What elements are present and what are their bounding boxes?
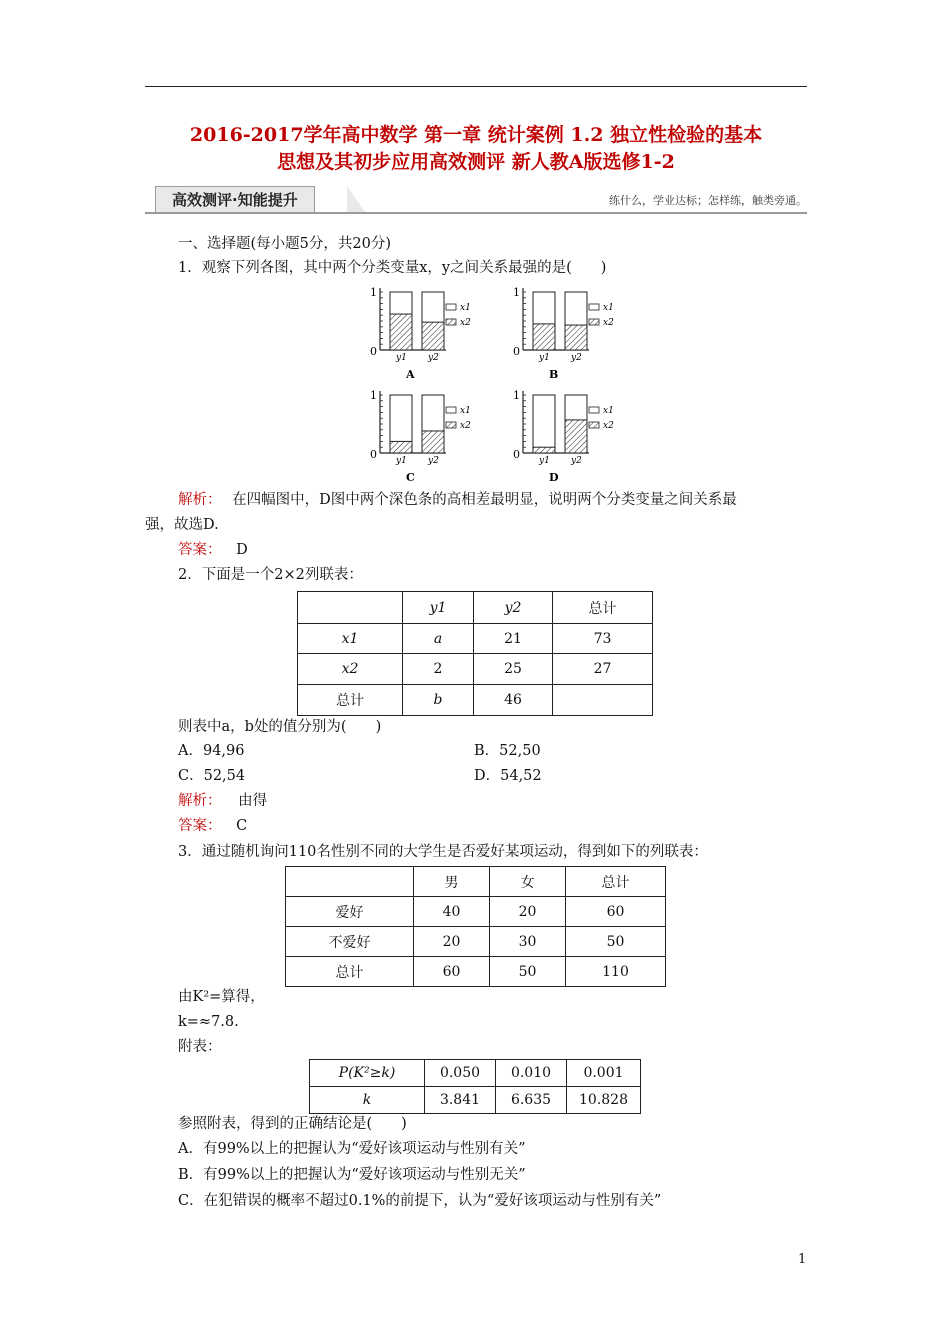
q2-question: 则表中a，b处的值分别为( ) bbox=[178, 719, 382, 735]
q3-table bbox=[285, 866, 666, 987]
bar-1-frame bbox=[533, 395, 555, 453]
q1-analysis-label: 解析： bbox=[178, 492, 222, 508]
q2-cell: 21 bbox=[474, 624, 553, 654]
bar-label: y2 bbox=[571, 353, 582, 363]
q2-cell: 总计 bbox=[553, 592, 653, 624]
table-row bbox=[286, 897, 666, 927]
legend-x1-swatch bbox=[589, 304, 599, 310]
q1-figure bbox=[360, 282, 630, 492]
q2-table bbox=[297, 591, 653, 716]
banner-slant bbox=[347, 186, 365, 212]
table-row bbox=[286, 927, 666, 957]
bar-label: y1 bbox=[396, 353, 407, 363]
appendix-cell: 0.050 bbox=[425, 1060, 496, 1087]
q3-cell: 40 bbox=[414, 897, 490, 927]
title-line-2: 思想及其初步应用高效测评 新人教A版选修1-2 bbox=[277, 151, 675, 173]
bar-1-fill bbox=[533, 324, 555, 350]
bar-2-fill bbox=[422, 322, 444, 350]
title-line-1: 2016-2017学年高中数学 第一章 统计案例 1.2 独立性检验的基本 bbox=[189, 124, 763, 146]
bar-label: y1 bbox=[396, 456, 407, 466]
legend-x1-label: x1 bbox=[460, 303, 471, 313]
q1-analysis-text: 在四幅图中，D图中两个深色条的高相差最明显，说明两个分类变量之间关系最 bbox=[232, 492, 737, 508]
q2-cell: 73 bbox=[553, 624, 653, 654]
legend-x2-label: x2 bbox=[460, 421, 471, 431]
q2-answer bbox=[178, 816, 247, 836]
q1-stem: 1．观察下列各图，其中两个分类变量x，y之间关系最强的是( ) bbox=[178, 260, 607, 276]
q3-cell: 50 bbox=[566, 927, 666, 957]
q3-cell: 30 bbox=[490, 927, 566, 957]
q2-cell: 25 bbox=[474, 654, 553, 685]
q1-analysis-cont: 强，故选D. bbox=[145, 517, 219, 533]
q2-cell: x2 bbox=[298, 654, 403, 685]
q1-figure-svg bbox=[360, 282, 630, 488]
axis-bottom-label: 0 bbox=[370, 345, 377, 358]
q2-answer-label: 答案： bbox=[178, 818, 222, 834]
legend-x2-label: x2 bbox=[603, 421, 614, 431]
q2-analysis-text: 由得 bbox=[238, 793, 268, 809]
axis-bottom-label: 0 bbox=[513, 448, 520, 461]
table-row bbox=[286, 957, 666, 987]
q2-cell: x1 bbox=[298, 624, 403, 654]
q3-option-c: C．在犯错误的概率不超过0.1%的前提下，认为“爱好该项运动与性别有关” bbox=[178, 1193, 662, 1209]
q3-cell: 60 bbox=[566, 897, 666, 927]
section-banner bbox=[145, 186, 807, 216]
q2-cell bbox=[298, 592, 403, 624]
q3-table-header bbox=[286, 867, 666, 897]
bar-2-fill bbox=[565, 420, 587, 453]
legend-x2-swatch bbox=[446, 422, 456, 428]
q1-answer bbox=[178, 540, 248, 560]
chart-label: A bbox=[406, 368, 415, 381]
table-row bbox=[298, 685, 653, 716]
appendix-cell: 10.828 bbox=[567, 1087, 641, 1114]
legend-x1-swatch bbox=[589, 407, 599, 413]
axis-top-label: 1 bbox=[513, 286, 520, 299]
q2-cell: 2 bbox=[403, 654, 474, 685]
page-number: 1 bbox=[798, 1252, 807, 1267]
q2-option-c: C．52,54 bbox=[178, 768, 246, 784]
axis-top-label: 1 bbox=[513, 389, 520, 402]
banner-tab: 高效测评·知能提升 bbox=[155, 186, 315, 213]
q3-stem: 3．通过随机询问110名性别不同的大学生是否爱好某项运动，得到如下的列联表： bbox=[178, 844, 708, 860]
chart-label: C bbox=[406, 471, 415, 484]
q3-question: 参照附表，得到的正确结论是( ) bbox=[178, 1116, 407, 1132]
q3-k-line: k=≈7.8. bbox=[178, 1014, 239, 1030]
q1-answer-value: D bbox=[236, 542, 248, 558]
legend-x1-swatch bbox=[446, 407, 456, 413]
q2-cell: b bbox=[403, 685, 474, 716]
bar-label: y2 bbox=[428, 353, 439, 363]
bar-label: y1 bbox=[539, 456, 550, 466]
q2-cell: y2 bbox=[474, 592, 553, 624]
banner-line bbox=[145, 212, 807, 214]
q1-answer-label: 答案： bbox=[178, 542, 222, 558]
table-row bbox=[298, 654, 653, 685]
bar-label: y2 bbox=[428, 456, 439, 466]
section-heading: 一、选择题(每小题5分，共20分) bbox=[178, 236, 391, 252]
q2-answer-value: C bbox=[236, 818, 248, 834]
q3-cell: 爱好 bbox=[286, 897, 414, 927]
q2-option-b: B．52,50 bbox=[474, 743, 541, 759]
bar-2-fill bbox=[422, 431, 444, 453]
legend-x1-swatch bbox=[446, 304, 456, 310]
q3-cell: 50 bbox=[490, 957, 566, 987]
appendix-cell: 0.010 bbox=[496, 1060, 567, 1087]
q3-cell: 男 bbox=[414, 867, 490, 897]
q2-cell: a bbox=[403, 624, 474, 654]
appendix-cell: k bbox=[310, 1087, 425, 1114]
q1-analysis bbox=[178, 490, 737, 510]
q2-option-d: D．54,52 bbox=[474, 768, 542, 784]
q3-option-b: B．有99%以上的把握认为“爱好该项运动与性别无关” bbox=[178, 1167, 526, 1183]
axis-bottom-label: 0 bbox=[513, 345, 520, 358]
legend-x1-label: x1 bbox=[603, 303, 614, 313]
bar-2-fill bbox=[565, 325, 587, 350]
legend-x2-swatch bbox=[446, 319, 456, 325]
bar-1-fill bbox=[390, 441, 412, 453]
document-title bbox=[145, 122, 807, 176]
q3-cell: 总计 bbox=[286, 957, 414, 987]
q2-cell: 27 bbox=[553, 654, 653, 685]
bar-label: y2 bbox=[571, 456, 582, 466]
legend-x2-label: x2 bbox=[603, 318, 614, 328]
q3-appendix-label: 附表： bbox=[178, 1039, 222, 1055]
axis-top-label: 1 bbox=[370, 389, 377, 402]
bar-1-fill bbox=[390, 314, 412, 350]
axis-top-label: 1 bbox=[370, 286, 377, 299]
q3-cell: 女 bbox=[490, 867, 566, 897]
q2-cell: 46 bbox=[474, 685, 553, 716]
q2-table-header bbox=[298, 592, 653, 624]
appendix-cell: 3.841 bbox=[425, 1087, 496, 1114]
axis-bottom-label: 0 bbox=[370, 448, 377, 461]
chart-label: B bbox=[549, 368, 559, 381]
appendix-cell: 6.635 bbox=[496, 1087, 567, 1114]
chart-label: D bbox=[549, 471, 559, 484]
q3-cell: 总计 bbox=[566, 867, 666, 897]
q2-analysis bbox=[178, 791, 267, 811]
bar-label: y1 bbox=[539, 353, 550, 363]
table-row bbox=[310, 1060, 641, 1087]
q3-appendix-table bbox=[309, 1059, 641, 1114]
q3-cell: 不爱好 bbox=[286, 927, 414, 957]
header-rule bbox=[145, 86, 807, 87]
legend-x1-label: x1 bbox=[460, 406, 471, 416]
q3-cell: 110 bbox=[566, 957, 666, 987]
legend-x1-label: x1 bbox=[603, 406, 614, 416]
legend-x2-swatch bbox=[589, 422, 599, 428]
legend-x2-label: x2 bbox=[460, 318, 471, 328]
q3-k2-line: 由K²=算得， bbox=[178, 989, 265, 1005]
table-row bbox=[310, 1087, 641, 1114]
q3-cell bbox=[286, 867, 414, 897]
q3-cell: 20 bbox=[414, 927, 490, 957]
q3-cell: 60 bbox=[414, 957, 490, 987]
q2-cell bbox=[553, 685, 653, 716]
appendix-cell: P(K²≥k) bbox=[310, 1060, 425, 1087]
legend-x2-swatch bbox=[589, 319, 599, 325]
q2-cell: 总计 bbox=[298, 685, 403, 716]
bar-1-fill bbox=[533, 447, 555, 453]
q2-option-a: A．94,96 bbox=[178, 743, 245, 759]
q2-stem: 2．下面是一个2×2列联表： bbox=[178, 567, 363, 583]
appendix-cell: 0.001 bbox=[567, 1060, 641, 1087]
banner-slogan: 练什么，学业达标；怎样练，触类旁通。 bbox=[609, 194, 807, 207]
table-row bbox=[298, 624, 653, 654]
q2-analysis-label: 解析： bbox=[178, 793, 222, 809]
q3-option-a: A．有99%以上的把握认为“爱好该项运动与性别有关” bbox=[178, 1141, 526, 1157]
q2-cell: y1 bbox=[403, 592, 474, 624]
q3-cell: 20 bbox=[490, 897, 566, 927]
